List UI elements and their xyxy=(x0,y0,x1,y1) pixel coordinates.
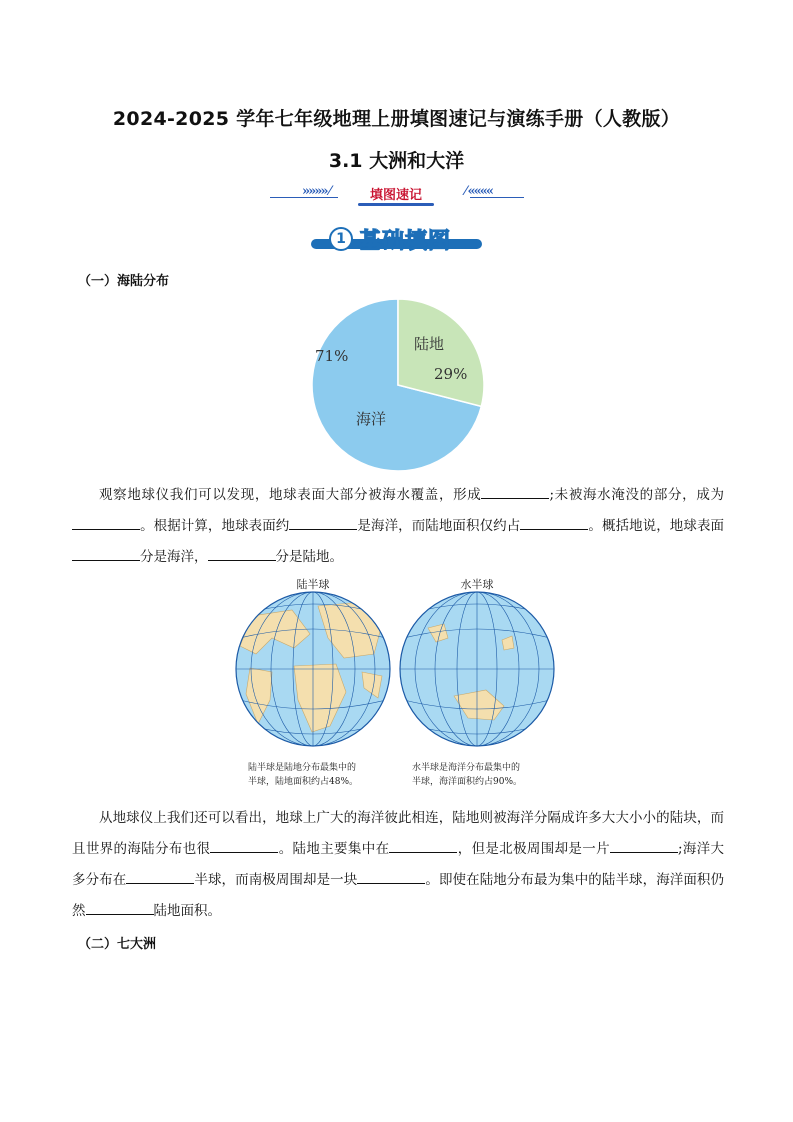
text-span: 是海洋，而陆地面积仅约占 xyxy=(357,518,521,534)
section-heading-2: （二）七大洲 xyxy=(78,937,157,952)
text-span: 分是海洋， xyxy=(140,549,208,565)
land-hemisphere-globe xyxy=(236,592,390,746)
answer-blank[interactable] xyxy=(289,515,357,530)
text-span: ;海洋大多分布在 xyxy=(72,841,725,888)
section-tag xyxy=(270,184,524,206)
section-heading-1: （一）海陆分布 xyxy=(78,274,170,289)
banner-number: 1 xyxy=(329,227,353,251)
banner-text: 基础填图 xyxy=(359,229,452,254)
answer-blank[interactable] xyxy=(208,546,276,561)
pie-label-land: 陆地 xyxy=(414,335,445,353)
paragraph-sea-land xyxy=(72,480,724,573)
pie-value-land: 29% xyxy=(434,365,468,383)
answer-blank[interactable] xyxy=(210,838,278,853)
hemisphere-figure xyxy=(232,576,562,788)
answer-blank[interactable] xyxy=(520,515,588,530)
pie-chart xyxy=(310,297,486,473)
text-span: ;未被海水淹没的部分，成为 xyxy=(549,487,724,503)
answer-blank[interactable] xyxy=(481,484,549,499)
page-subtitle: 3.1 大洲和大洋 xyxy=(328,150,465,172)
text-span: 从地球仪上我们还可以看出，地球上广大的海洋彼此相连，陆地则被海洋分隔成许多大大小小的陆块，而且世界的海陆分布也很 xyxy=(72,810,724,857)
text-span: 。即使在陆地分布最为集中的陆半球，海洋面积仍然 xyxy=(72,872,725,919)
answer-blank[interactable] xyxy=(86,900,154,915)
land-caption-line2: 半球，陆地面积约占48%。 xyxy=(248,777,359,787)
pie-value-ocean: 71% xyxy=(315,347,349,365)
text-span: 陆地面积。 xyxy=(153,903,221,919)
pie-label-ocean: 海洋 xyxy=(356,410,387,428)
text-span: ，但是北极周围却是一片 xyxy=(457,841,610,857)
water-caption-line1: 水半球是海洋分布最集中的 xyxy=(412,763,521,773)
tag-arrows-right: ⁄ «««« xyxy=(464,184,492,199)
answer-blank[interactable] xyxy=(610,838,678,853)
text-span: 。根据计算，地球表面约 xyxy=(140,518,290,534)
text-span: 。陆地主要集中在 xyxy=(278,841,390,857)
text-span: 观察地球仪我们可以发现，地球表面大部分被海水覆盖，形成 xyxy=(99,487,482,503)
answer-blank[interactable] xyxy=(357,869,425,884)
section-banner xyxy=(311,226,482,252)
water-hemisphere-globe xyxy=(400,592,554,746)
tag-underline xyxy=(358,203,434,206)
tag-arrows-left: »»»» ⁄ xyxy=(302,184,330,199)
text-span: 半球，而南极周围却是一块 xyxy=(194,872,358,888)
answer-blank[interactable] xyxy=(389,838,457,853)
text-span: 。概括地说，地球表面 xyxy=(588,518,725,534)
paragraph-distribution xyxy=(72,803,724,927)
page-title: 2024-2025 学年七年级地理上册填图速记与演练手册（人教版） xyxy=(112,108,681,130)
tag-label: 填图速记 xyxy=(369,188,422,203)
water-hemisphere-title: 水半球 xyxy=(460,578,494,591)
answer-blank[interactable] xyxy=(72,546,140,561)
text-span: 分是陆地。 xyxy=(275,549,343,565)
land-hemisphere-title: 陆半球 xyxy=(296,578,330,591)
land-caption-line1: 陆半球是陆地分布最集中的 xyxy=(248,763,357,773)
tag-line-right xyxy=(470,197,524,198)
answer-blank[interactable] xyxy=(126,869,194,884)
water-caption-line2: 半球，海洋面积约占90%。 xyxy=(412,777,523,787)
answer-blank[interactable] xyxy=(72,515,140,530)
